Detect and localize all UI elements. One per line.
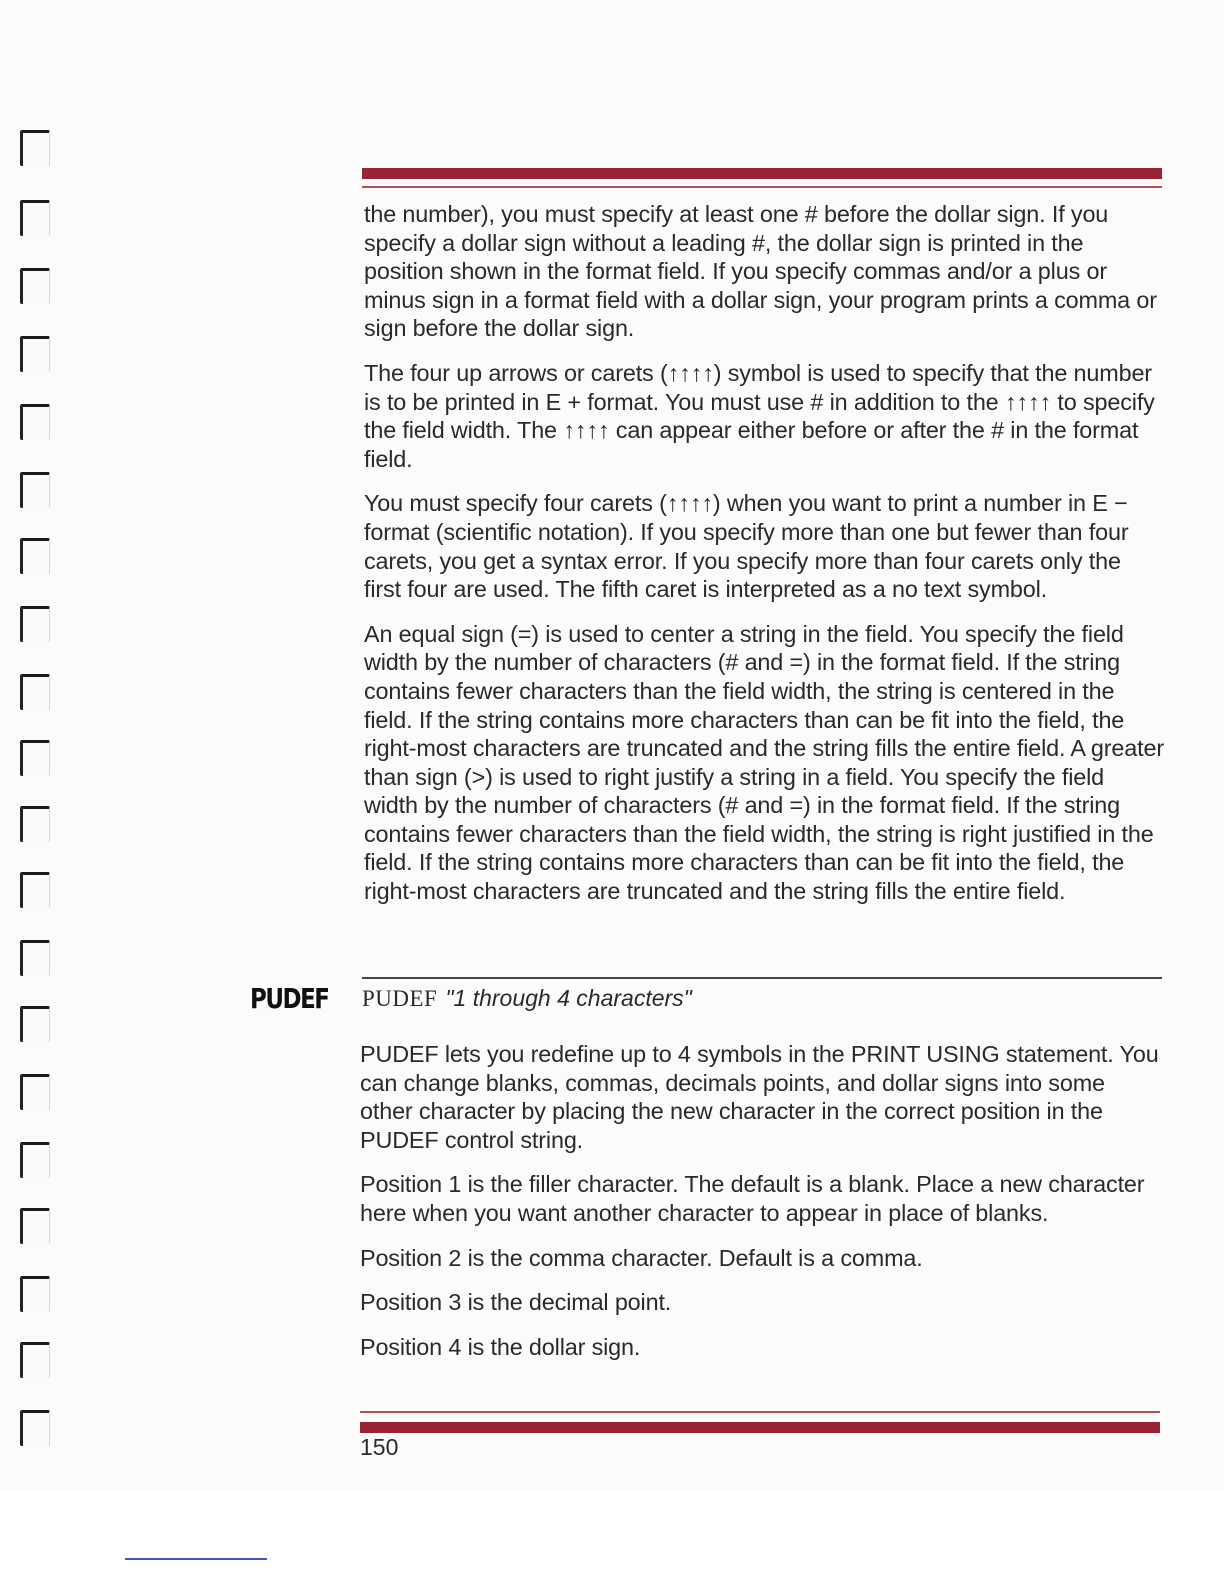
binding-ring [20, 1074, 50, 1110]
section-heading: PUDEF [250, 982, 329, 1015]
paragraph-equal-sign: An equal sign (=) is used to center a string in the field. You specify the field width by the number of characters (# and =) in the format field. If the string contains fewer characters than the field width, the string is centered in the field. If the string contains more characters than can be fit into the field, the right-most characters are truncated and the string fills the entire field. A greater than sign (>) is used to right justify a string in a field. You specify the field width by the number of characters (# and =) in the format field. If the string contains fewer characters than the field width, the string is right justified in the field. If the string contains more characters than can be fit into the field, the right-most characters are truncated and the string fills the entire field. [364, 620, 1164, 905]
syntax-line [362, 985, 692, 1012]
binding-ring [20, 268, 50, 304]
binding-ring [20, 872, 50, 908]
binding-ring [20, 130, 50, 166]
footer-rule-thick [360, 1422, 1160, 1433]
binding-ring [20, 740, 50, 776]
binding-ring [20, 336, 50, 372]
binding-ring [20, 404, 50, 440]
paragraph-dollar-sign: the number), you must specify at least one # before the dollar sign. If you specify a dollar sign without a leading #, the dollar sign is printed in the position shown in the format field. If you specify commas and/or a plus or minus sign in a format field with a dollar sign, your program prints a comma or sign before the dollar sign. [364, 201, 1157, 342]
header-rule-thick [362, 168, 1162, 179]
binding-ring [20, 538, 50, 574]
binding-ring [20, 940, 50, 976]
binding-ring [20, 1342, 50, 1378]
syntax-keyword: PUDEF [362, 986, 438, 1011]
binding-ring [20, 1410, 50, 1446]
scan-edge-mark [125, 1558, 267, 1560]
binding-ring [20, 1276, 50, 1312]
binding-ring [20, 472, 50, 508]
spiral-binding [20, 130, 70, 1460]
binding-ring [20, 1006, 50, 1042]
syntax-argument: "1 through 4 characters" [445, 985, 692, 1011]
section-divider [362, 977, 1162, 979]
pudef-description [360, 1040, 1160, 1377]
paragraph-position-3: Position 3 is the decimal point. [360, 1289, 672, 1316]
paragraph-position-4: Position 4 is the dollar sign. [360, 1333, 641, 1360]
binding-ring [20, 606, 50, 642]
paragraph-four-carets: You must specify four carets (↑↑↑↑) when you want to print a number in E − format (scientific notation). If you specify more than one but fewer than four carets, you get a syntax error. If you specify more than four carets only the first four are used. The fifth caret is interpreted as a no text symbol. [364, 490, 1129, 603]
paragraph-pudef-intro: PUDEF lets you redefine up to 4 symbols in the PRINT USING statement. You can change blanks, commas, decimals points, and dollar signs into some other character by placing the new character in the correct position in the PUDEF control string. [360, 1041, 1159, 1153]
binding-ring [20, 1208, 50, 1244]
paragraph-position-2: Position 2 is the comma character. Default is a comma. [360, 1244, 923, 1271]
binding-ring [20, 674, 50, 710]
paragraph-up-arrows: The four up arrows or carets (↑↑↑↑) symbol is used to specify that the number is to be printed in E + format. You must use # in addition to the ↑↑↑↑ to specify the field width. The ↑↑↑↑ can appear either before or after the # in the format field. [364, 359, 1155, 472]
binding-ring [20, 806, 50, 842]
intro-text [364, 200, 1164, 922]
footer-rule-thin [360, 1411, 1160, 1413]
binding-ring [20, 200, 50, 236]
binding-ring [20, 1142, 50, 1178]
paragraph-position-1: Position 1 is the filler character. The default is a blank. Place a new character here when you want another character to appear in place of blanks. [360, 1171, 1145, 1226]
header-rule-thin [362, 186, 1162, 188]
page-number: 150 [360, 1434, 399, 1460]
